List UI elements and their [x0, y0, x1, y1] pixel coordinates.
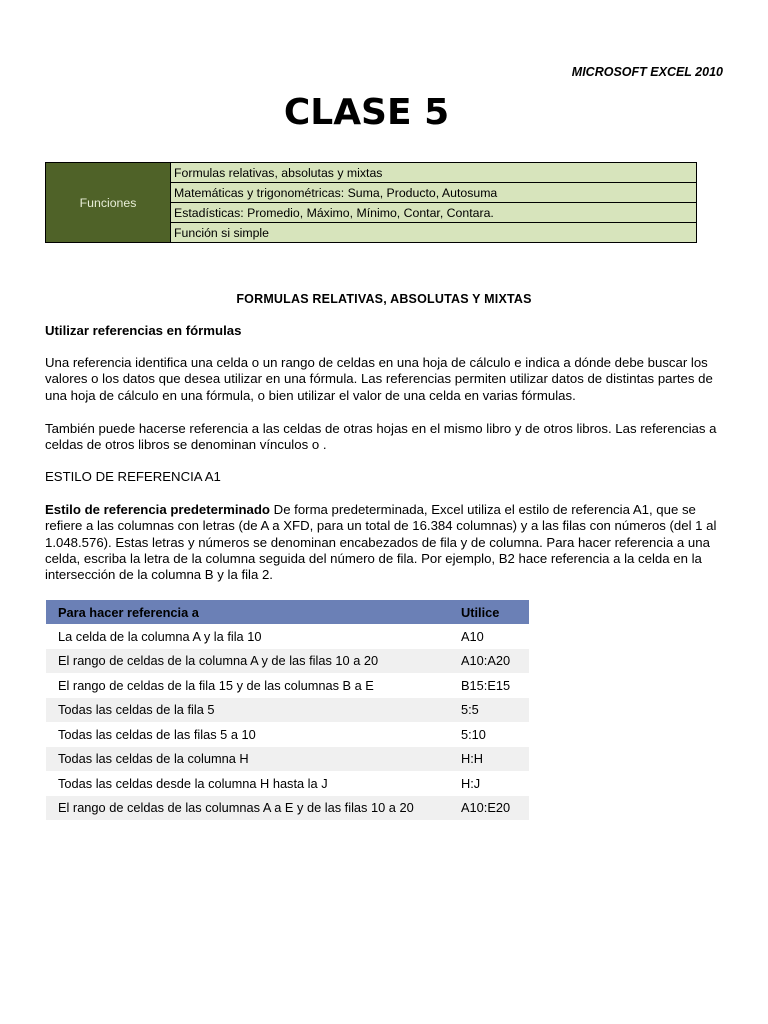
function-item: Estadísticas: Promedio, Máximo, Mínimo, Contar, Contara.: [171, 203, 697, 223]
table-row: [46, 796, 529, 821]
table-cell: El rango de celdas de las columnas A a E y de las filas 10 a 20: [46, 796, 453, 821]
style-heading: ESTILO DE REFERENCIA A1: [45, 469, 221, 484]
paragraph-1: Una referencia identifica una celda o un rango de celdas en una hoja de cálculo e indica a dónde debe buscar los valores o los datos que desea utilizar en una fórmula. Las referencias permiten utilizar datos de distintas partes de una hoja de cálculo en una fórmula, o bien utilizar el valor de una celda en varias fórmulas.: [45, 355, 713, 403]
table-row: [46, 624, 529, 649]
paragraph-2: También puede hacerse referencia a las celdas de otras hojas en el mismo libro y de otros libros. Las referencias a celdas de otros libros se denominan vínculos o .: [45, 421, 717, 453]
table-cell: El rango de celdas de la fila 15 y de las columnas B a E: [46, 673, 453, 698]
table-row: [46, 673, 529, 698]
functions-label: Funciones: [46, 163, 171, 243]
table-cell: H:H: [453, 747, 529, 772]
table-cell: Todas las celdas desde la columna H hasta la J: [46, 771, 453, 796]
table-cell: A10:E20: [453, 796, 529, 821]
header-use: Utilice: [453, 600, 529, 624]
section-title: FORMULAS RELATIVAS, ABSOLUTAS Y MIXTAS: [236, 292, 532, 306]
paragraph-3: [45, 502, 725, 583]
page-title: CLASE 5: [283, 92, 450, 133]
table-header-row: [46, 600, 529, 624]
functions-table: [45, 162, 697, 243]
table-row: [46, 771, 529, 796]
paragraph-3-text: De forma predeterminada, Excel utiliza el estilo de referencia A1, que se refiere a las columnas con letras (de A a XFD, para un total de 16.384 columnas) y a las filas con números (del 1 al 1.048.576). Estas letras y números se denominan encabezados de fila y de columna. Para hacer referencia a una celda, escriba la letra de la columna seguida del número de fila. Por ejemplo, B2 hace referencia a la celda en la intersección de la columna B y la fila 2.: [45, 502, 717, 583]
table-cell: A10:A20: [453, 649, 529, 674]
table-cell: 5:5: [453, 698, 529, 723]
table-cell: La celda de la columna A y la fila 10: [46, 624, 453, 649]
function-item: Formulas relativas, absolutas y mixtas: [171, 163, 697, 183]
reference-table: [46, 600, 529, 820]
header-reference: Para hacer referencia a: [46, 600, 453, 624]
table-cell: B15:E15: [453, 673, 529, 698]
table-row: [46, 722, 529, 747]
table-cell: Todas las celdas de la columna H: [46, 747, 453, 772]
table-cell: 5:10: [453, 722, 529, 747]
function-item: Función si simple: [171, 223, 697, 243]
table-cell: Todas las celdas de la fila 5: [46, 698, 453, 723]
table-cell: Todas las celdas de las filas 5 a 10: [46, 722, 453, 747]
table-row: [46, 698, 529, 723]
function-item: Matemáticas y trigonométricas: Suma, Producto, Autosuma: [171, 183, 697, 203]
table-row: [46, 649, 529, 674]
table-cell: H:J: [453, 771, 529, 796]
table-row: [46, 747, 529, 772]
section-subtitle: Utilizar referencias en fórmulas: [45, 323, 242, 338]
table-cell: El rango de celdas de la columna A y de las filas 10 a 20: [46, 649, 453, 674]
paragraph-3-bold: Estilo de referencia predeterminado: [45, 502, 270, 517]
product-header: MICROSOFT EXCEL 2010: [571, 65, 723, 79]
table-cell: A10: [453, 624, 529, 649]
